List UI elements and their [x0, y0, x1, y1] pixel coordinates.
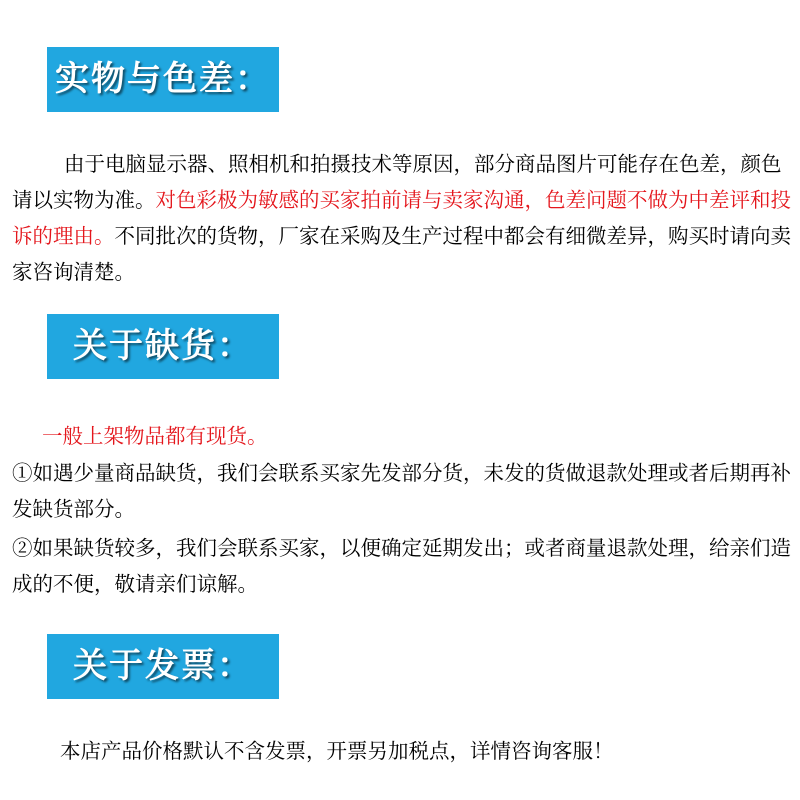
color-difference-text-a: 由于电脑显示器、照相机和拍摄技术等原因，部分商品图片可能存在色差，颜色请以实物为准。	[12, 152, 782, 212]
stock-item-2: ②如果缺货较多，我们会联系买家，以便确定延期发出；或者商量退款处理，给亲们造成的不便，敬请亲们谅解。	[12, 536, 791, 596]
stock-item-1: ①如遇少量商品缺货，我们会联系买家先发部分货，未发的货做退款处理或者后期再补发缺货部分。	[12, 461, 791, 521]
color-difference-text-b: 不同批次的货物，厂家在采购及生产过程中都会有细微差异，购买时请向卖家咨询清楚。	[12, 224, 791, 284]
section-title-color-difference: 实物与色差：	[47, 47, 279, 112]
section-title-invoice: 关于发票：	[47, 634, 279, 699]
section-title-out-of-stock: 关于缺货：	[47, 314, 279, 379]
stock-availability-note: 一般上架物品都有现货。	[42, 424, 268, 448]
color-difference-warning: 对色彩极为敏感的买家拍前请与卖家沟通，色差问题不做为中差评和投诉的理由。	[12, 188, 791, 248]
color-difference-paragraph	[12, 146, 792, 290]
invoice-note: 本店产品价格默认不含发票，开票另加税点，详情咨询客服！	[60, 739, 614, 763]
